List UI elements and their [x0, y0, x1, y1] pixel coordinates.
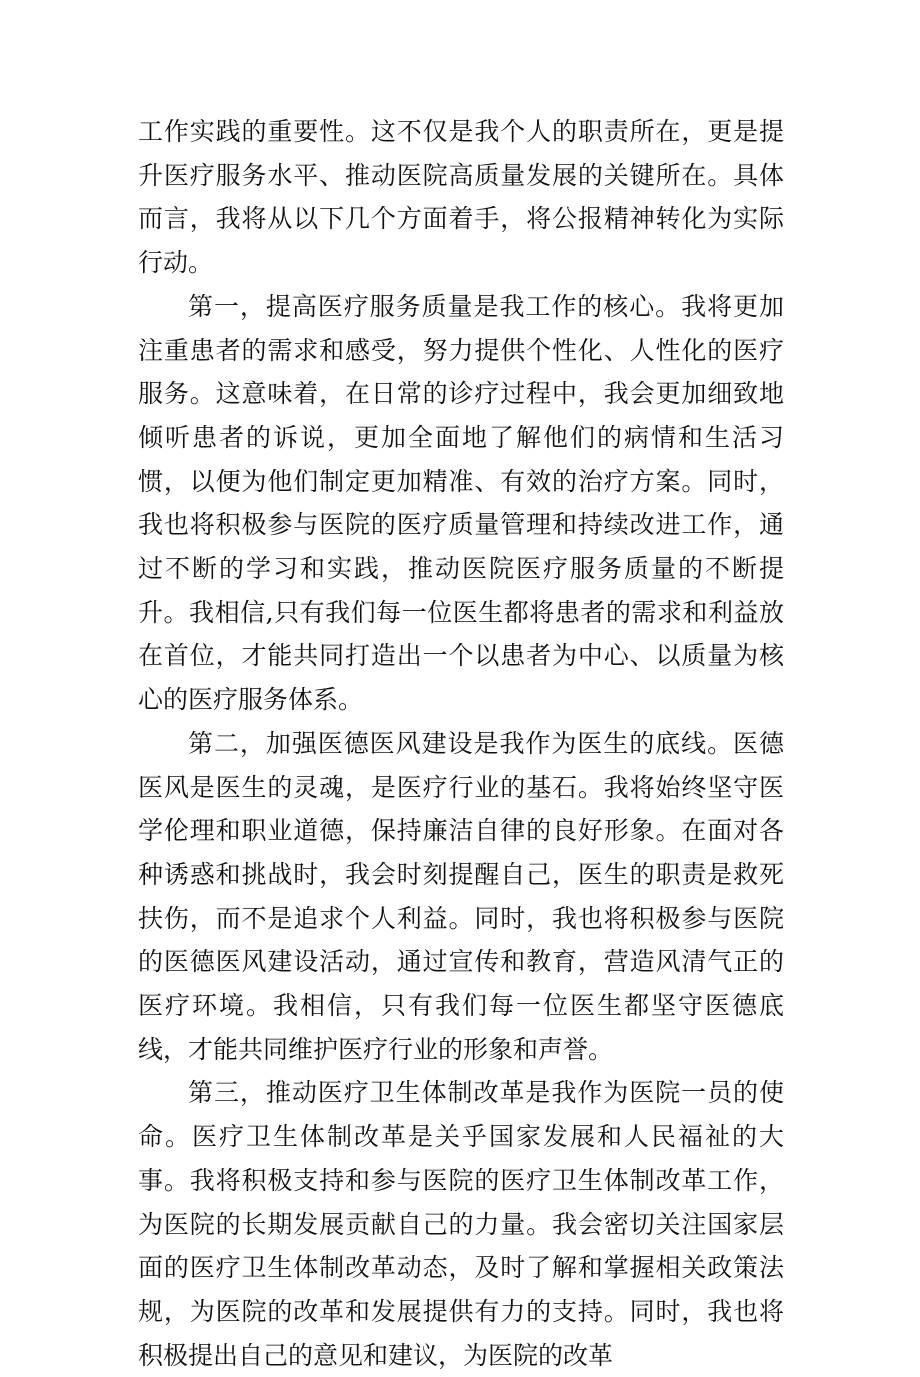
- paragraph-first-point: 第一，提高医疗服务质量是我工作的核心。我将更加注重患者的需求和感受，努力提供个性化、人性化的医疗服务。这意味着，在日常的诊疗过程中，我会更加细致地倾听患者的诉说，更加全面地了解他们的病情和生活习惯，以便为他们制定更加精准、有效的治疗方案。同时，我也将积极参与医院的医疗质量管理和持续改进工作，通过不断的学习和实践，推动医院医疗服务质量的不断提升。我相信,只有我们每一位医生都将患者的需求和利益放在首位，才能共同打造出一个以患者为中心、以质量为核心的医疗服务体系。: [138, 291, 784, 715]
- paragraph-third-point: 第三，推动医疗卫生体制改革是我作为医院一员的使命。医疗卫生体制改革是关乎国家发展和人民福祉的大事。我将积极支持和参与医院的医疗卫生体制改革工作，为医院的长期发展贡献自己的力量。我会密切关注国家层面的医疗卫生体制改革动态，及时了解和掌握相关政策法规，为医院的改革和发展提供有力的支持。同时，我也将积极提出自己的意见和建议，为医院的改革: [138, 1078, 784, 1370]
- paragraph-second-point: 第二，加强医德医风建设是我作为医生的底线。医德医风是医生的灵魂，是医疗行业的基石。我将始终坚守医学伦理和职业道德，保持廉洁自律的良好形象。在面对各种诱惑和挑战时，我会时刻提醒自己，医生的职责是救死扶伤，而不是追求个人利益。同时，我也将积极参与医院的医德医风建设活动，通过宣传和教育，营造风清气正的医疗环境。我相信，只有我们每一位医生都坚守医德底线，才能共同维护医疗行业的形象和声誉。: [138, 728, 784, 1064]
- paragraph-intro: 工作实践的重要性。这不仅是我个人的职责所在，更是提升医疗服务水平、推动医院高质量发展的关键所在。具体而言，我将从以下几个方面着手，将公报精神转化为实际行动。: [138, 117, 784, 278]
- document-body: [138, 110, 784, 1377]
